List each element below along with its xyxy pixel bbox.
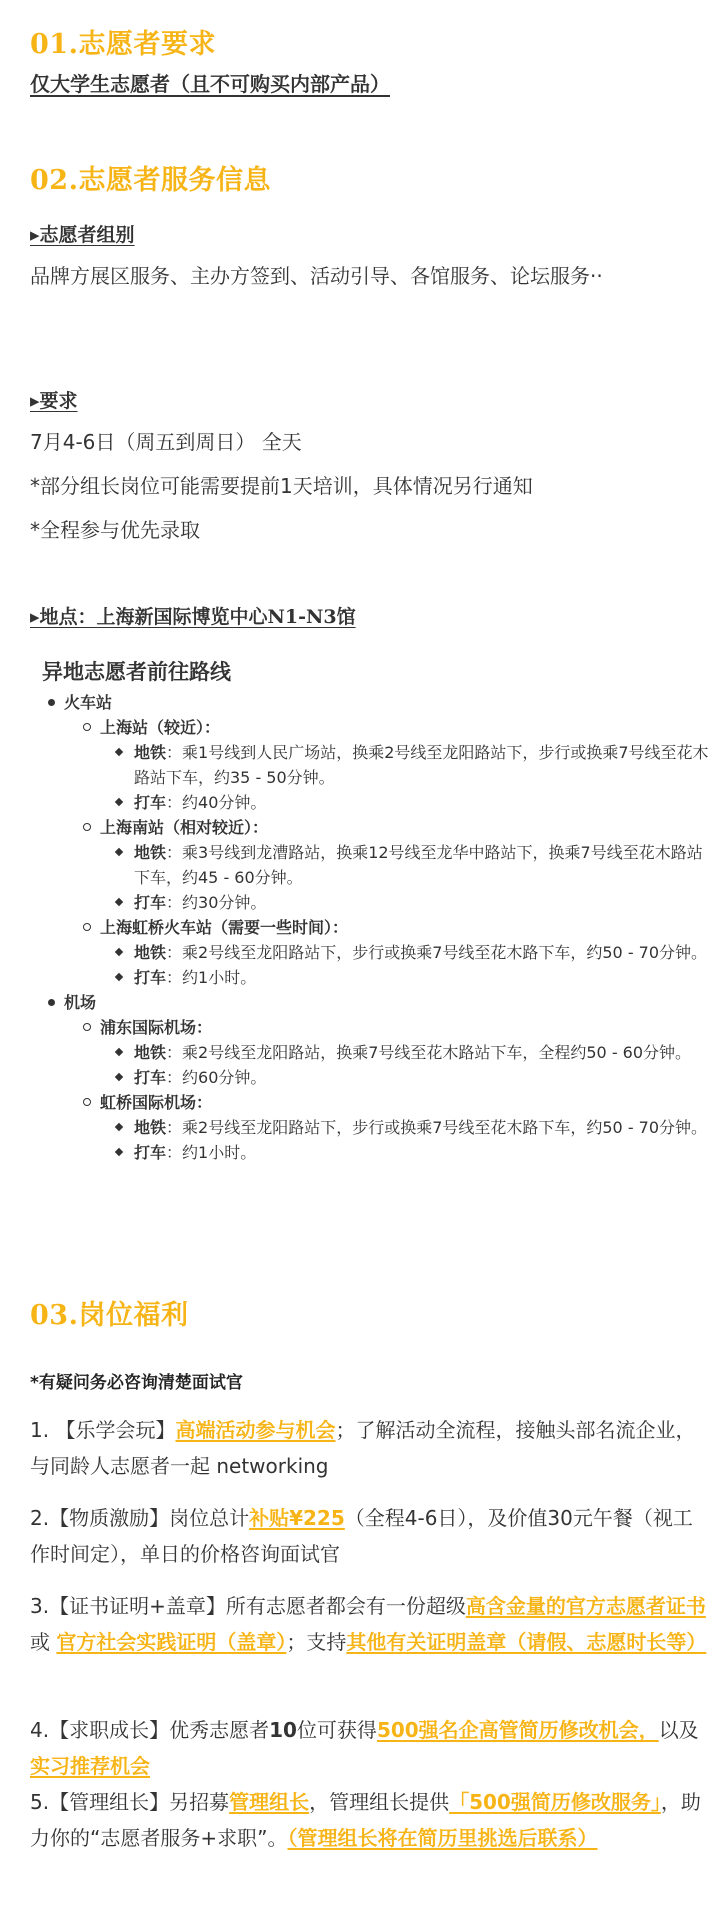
station-name: 上海虹桥火车站（需要一些时间）： (100, 918, 349, 937)
route-option-text: ：乘1号线到人民广场站，换乘2号线至龙阳路站下，步行或换乘7号线至花木路站下车，约35 - 50分钟。 (134, 743, 709, 787)
route-option-label: 地铁 (134, 1043, 167, 1062)
benefit-5-text-2: ，助力你的“志愿者服务+求职”。 (30, 1790, 701, 1850)
benefit-5-highlight-service: 「500强简历修改服务」 (449, 1790, 661, 1814)
benefit-5-prefix: 5.【管理组长】另招募 (30, 1790, 230, 1814)
benefit-3-highlight-certificate: 高含金量的官方志愿者证书 (465, 1594, 706, 1618)
route-option (134, 940, 710, 965)
benefit-4 (30, 1712, 710, 1784)
benefit-1-text: ；了解活动全流程，接触头部名流企业，与同龄人志愿者一起 networking (30, 1418, 696, 1478)
route-option (134, 840, 710, 890)
req-line-2: *部分组长岗位可能需要提前1天培训，具体情况另行通知 (30, 474, 533, 498)
station-item (100, 715, 710, 815)
route-option (134, 1115, 710, 1140)
benefits-note: *有疑问务必咨询清楚面试官 (30, 1373, 243, 1393)
benefit-4-count: 10 (269, 1718, 297, 1742)
route-option (134, 790, 710, 815)
benefit-4-highlight-internship: 实习推荐机会 (30, 1754, 150, 1778)
benefit-1 (30, 1412, 710, 1484)
benefit-4-text: 位可获得 (296, 1718, 377, 1742)
route-title: 异地志愿者前往路线 (42, 660, 231, 684)
route-option-label: 地铁 (134, 1118, 167, 1137)
route-option (134, 965, 710, 990)
station-item (100, 1015, 710, 1090)
benefit-3-text: 或 (30, 1630, 57, 1654)
route-section (42, 656, 710, 1165)
section2-heading: 02.志愿者服务信息 (30, 165, 271, 196)
benefit-3-prefix: 3.【证书证明+盖章】所有志愿者都会有一份超级 (30, 1594, 466, 1618)
req-title: ▸要求 (30, 390, 78, 412)
section3-heading: 03.岗位福利 (30, 1300, 189, 1331)
route-group-label: 火车站 (64, 693, 113, 712)
benefit-2-prefix: 2.【物质激励】岗位总计 (30, 1506, 250, 1530)
benefit-3-text-2: ；支持 (286, 1630, 347, 1654)
route-option-label: 打车 (134, 793, 167, 812)
route-option-text: ：约30分钟。 (166, 893, 267, 912)
requirement-text: 仅大学生志愿者（且不可购买内部产品） (30, 72, 390, 96)
route-option-text: ：乘3号线到龙漕路站，换乘12号线至龙华中路站下，换乘7号线至花木路站下车，约45 - 60分钟。 (134, 843, 703, 887)
route-option-label: 地铁 (134, 743, 167, 762)
req-line-1: 7月4-6日（周五到周日） 全天 (30, 430, 302, 454)
route-option-text: ：约1小时。 (166, 1143, 257, 1162)
station-name: 虹桥国际机场： (100, 1093, 213, 1112)
route-option (134, 1065, 710, 1090)
route-option-label: 地铁 (134, 943, 167, 962)
groups-title: ▸志愿者组别 (30, 224, 135, 246)
station-item (100, 915, 710, 990)
benefit-2-text: （全程4-6日），及价值30元午餐（视工作时间定），单日的价格咨询面试官 (30, 1506, 693, 1566)
benefit-3 (30, 1588, 710, 1660)
station-name: 上海南站（相对较近）： (100, 818, 269, 837)
benefit-3-highlight-practice: 官方社会实践证明（盖章） (56, 1630, 287, 1654)
section1-heading: 01.志愿者要求 (30, 29, 216, 60)
route-option (134, 740, 710, 790)
benefit-5-highlight-contact: （管理组长将在简历里挑选后联系） (287, 1826, 598, 1850)
benefit-5-highlight-leader: 管理组长 (229, 1790, 310, 1814)
route-option (134, 1140, 710, 1165)
route-option-text: ：乘2号线至龙阳路站下，步行或换乘7号线至花木路下车，约50 - 70分钟。 (166, 1118, 708, 1137)
benefit-1-highlight: 高端活动参与机会 (175, 1418, 336, 1442)
benefit-3-highlight-other: 其他有关证明盖章（请假、志愿时长等） (346, 1630, 707, 1654)
benefit-5 (30, 1784, 710, 1856)
station-item (100, 1090, 710, 1165)
benefit-4-highlight-resume: 500强名企高管简历修改机会， (376, 1718, 659, 1742)
route-option-label: 打车 (134, 893, 167, 912)
groups-text: 品牌方展区服务、主办方签到、活动引导、各馆服务、论坛服务·· (30, 264, 603, 288)
route-group-airport (64, 990, 710, 1165)
route-option-text: ：约1小时。 (166, 968, 257, 987)
route-option-text: ：约60分钟。 (166, 1068, 267, 1087)
route-option-label: 打车 (134, 1068, 167, 1087)
route-option-label: 打车 (134, 968, 167, 987)
benefit-4-prefix: 4.【求职成长】优秀志愿者 (30, 1718, 270, 1742)
req-line-3: *全程参与优先录取 (30, 518, 200, 542)
route-option-text: ：乘2号线至龙阳路站，换乘7号线至花木路站下车，全程约50 - 60分钟。 (166, 1043, 692, 1062)
benefit-1-prefix: 1. 【乐学会玩】 (30, 1418, 176, 1442)
station-item (100, 815, 710, 915)
route-option-text: ：乘2号线至龙阳路站下，步行或换乘7号线至花木路下车，约50 - 70分钟。 (166, 943, 708, 962)
route-option-label: 打车 (134, 1143, 167, 1162)
benefit-2-highlight: 补贴¥225 (249, 1506, 345, 1530)
location-text: ▸地点：上海新国际博览中心N1-N3馆 (30, 606, 356, 628)
route-option-text: ：约40分钟。 (166, 793, 267, 812)
route-option (134, 1040, 710, 1065)
benefit-4-text-2: 以及 (658, 1718, 699, 1742)
station-name: 浦东国际机场： (100, 1018, 213, 1037)
route-group-train (64, 690, 710, 990)
route-option (134, 890, 710, 915)
benefit-2 (30, 1500, 710, 1572)
benefit-5-text: ，管理组长提供 (309, 1790, 450, 1814)
station-name: 上海站（较近）： (100, 718, 221, 737)
route-option-label: 地铁 (134, 843, 167, 862)
route-group-label: 机场 (64, 993, 97, 1012)
